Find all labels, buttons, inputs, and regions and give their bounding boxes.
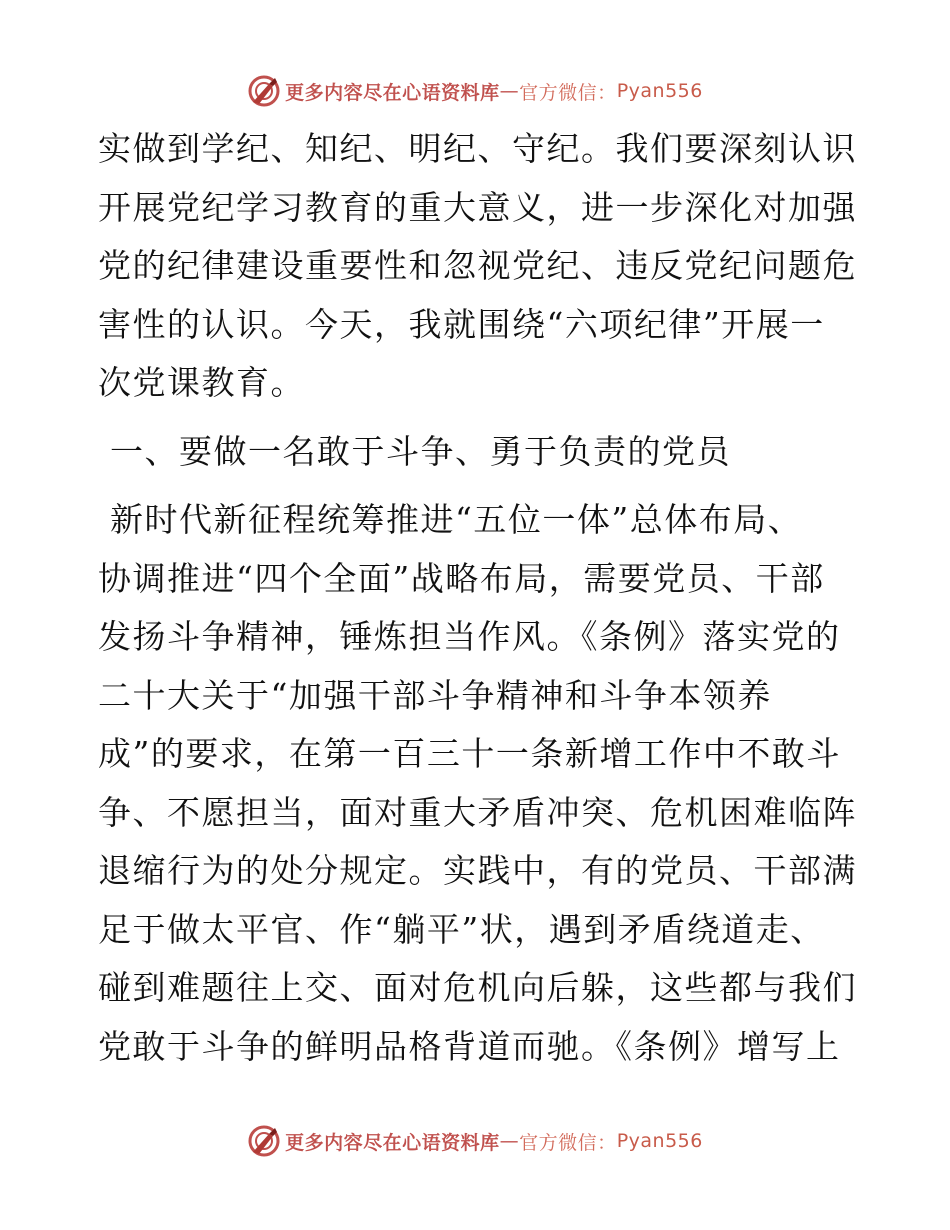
seal-logo-icon [247, 74, 281, 108]
paragraph-line: 成”的要求，在第一百三十一条新增工作中不敢斗 [98, 734, 841, 773]
section-heading: 一、要做一名敢于斗争、勇于负责的党员 [110, 431, 731, 471]
paragraph-1 [98, 120, 858, 413]
watermark-main-text: 更多内容尽在心语资料库 [285, 81, 500, 104]
seal-logo-icon [247, 1124, 281, 1158]
footer-watermark [0, 1124, 950, 1158]
paragraph-line: 争、不愿担当，面对重大矛盾冲突、危机困难临阵 [98, 792, 857, 832]
watermark-official-label: 官方微信： [519, 81, 617, 104]
paragraph-line: 党的纪律建设重要性和忽视党纪、违反党纪问题危 [98, 246, 857, 285]
paragraph-line: 碰到难题往上交、面对危机向后躲，这些都与我们 [98, 968, 857, 1007]
paragraph-line: 新时代新征程统筹推进“五位一体”总体布局、 [110, 500, 803, 539]
watermark-dash: — [499, 80, 520, 102]
paragraph-line: 次党课教育。 [98, 363, 305, 402]
document-body [98, 120, 858, 1076]
paragraph-line: 党敢于斗争的鲜明品格背道而驰。《条例》增写上 [98, 1026, 841, 1066]
watermark-dash: — [499, 1130, 520, 1152]
paragraph-line: 实做到学纪、知纪、明纪、守纪。我们要深刻认识 [98, 129, 857, 168]
watermark-wechat-id: Pyan556 [616, 1130, 703, 1152]
paragraph-line: 发扬斗争精神，锤炼担当作风。《条例》落实党的 [98, 617, 841, 656]
paragraph-line: 足于做太平官、作“躺平”状，遇到矛盾绕道走、 [98, 909, 825, 949]
paragraph-line: 二十大关于“加强干部斗争精神和斗争本领养 [98, 675, 772, 715]
paragraph-2 [98, 491, 858, 1076]
paragraph-line: 开展党纪学习教育的重大意义，进一步深化对加强 [98, 187, 857, 227]
paragraph-line: 退缩行为的处分规定。实践中，有的党员、干部满 [98, 851, 857, 890]
watermark-wechat-id: Pyan556 [616, 80, 703, 102]
paragraph-line: 害性的认识。今天，我就围绕“六项纪律”开展一 [98, 304, 825, 344]
header-watermark [0, 74, 950, 108]
watermark-main-text: 更多内容尽在心语资料库 [285, 1131, 500, 1154]
paragraph-line: 协调推进“四个全面”战略布局，需要党员、干部 [98, 558, 825, 598]
watermark-official-label: 官方微信： [519, 1131, 617, 1154]
